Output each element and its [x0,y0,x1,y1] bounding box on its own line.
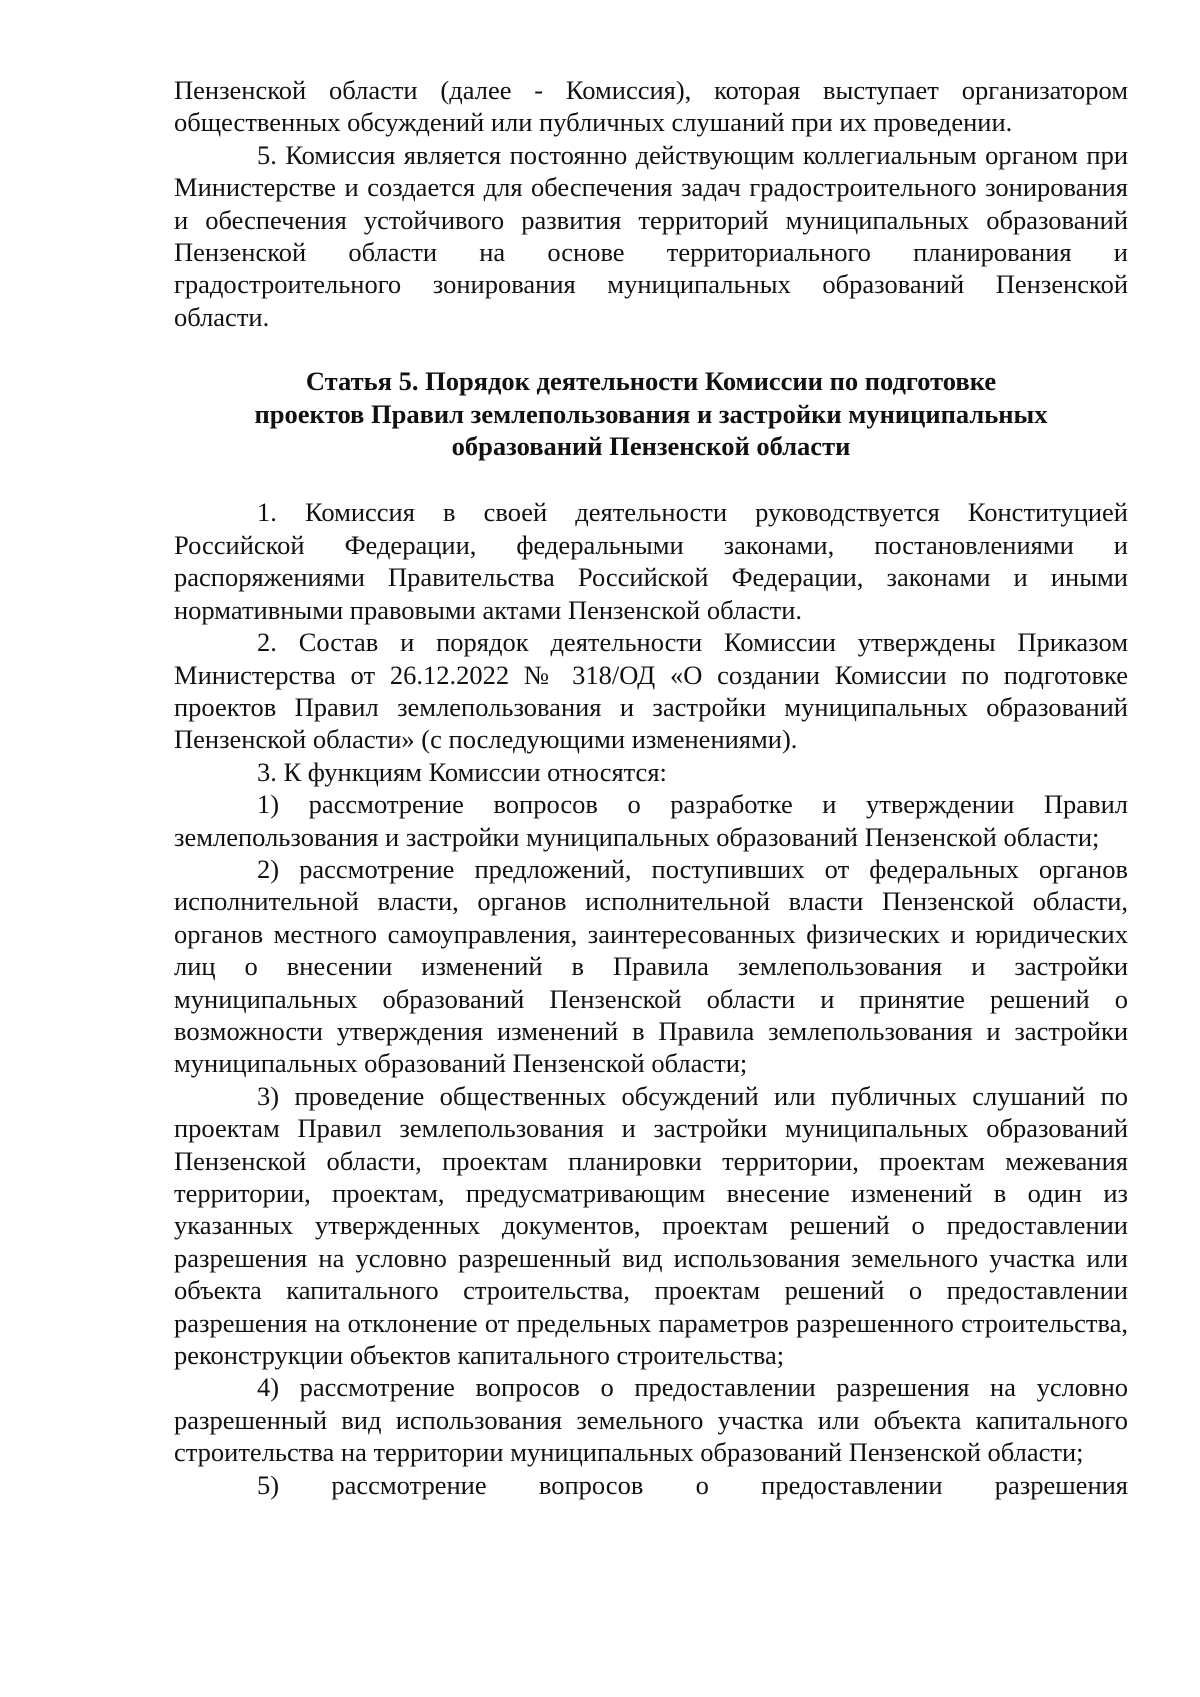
function-item-2: 2) рассмотрение предложений, поступивших от федеральных органов исполнительной власти, органов исполнительной власти Пензенской области, органов местного самоуправления, заинтересованных физических и юридических лиц о внесении изменений в Правила землепользования и застройки муниципальных образований Пензенской области и принятие решений о возможности утверждения изменений в Правила землепользования и застройки муниципальных образований Пензенской области; [174,853,1128,1079]
article-heading [174,365,1128,462]
article-heading-line-2: проектов Правил землепользования и застройки муниципальных [254,398,1048,429]
clause-5-paragraph: 5. Комиссия является постоянно действующим коллегиальным органом при Министерстве и создается для обеспечения задач градостроительного зонирования и обеспечения устойчивого развития территорий муниципальных образований Пензенской области на основе территориального планирования и градостроительного зонирования муниципальных образований Пензенской области. [174,139,1128,332]
article-heading-line-1: Статья 5. Порядок деятельности Комиссии по подготовке [305,366,997,397]
function-item-3: 3) проведение общественных обсуждений или публичных слушаний по проектам Правил землепользования и застройки муниципальных образований Пензенской области, проектам планировки территории, проектам межевания территории, проектам, предусматривающим внесение изменений в один из указанных утвержденных документов, проектам решений о предоставлении разрешения на условно разрешенный вид использования земельного участка или объекта капитального строительства, проектам решений о предоставлении разрешения на отклонение от предельных параметров разрешенного строительства, реконструкции объектов капитального строительства; [174,1080,1128,1371]
intro-continuation-paragraph: Пензенской области (далее - Комиссия), которая выступает организатором общественных обсуждений или публичных слушаний при их проведении. [174,75,1128,138]
function-item-4: 4) рассмотрение вопросов о предоставлении разрешения на условно разрешенный вид использования земельного участка или объекта капитального строительства на территории муниципальных образований Пензенской области; [174,1372,1128,1468]
function-item-5: 5) рассмотрение вопросов о предоставлении разрешения [257,1469,1128,1500]
function-item-1: 1) рассмотрение вопросов о разработке и утверждении Правил землепользования и застройки муниципальных образований Пензенской области; [174,789,1128,852]
paragraph-1: 1. Комиссия в своей деятельности руководствуется Конституцией Российской Федерации, федеральными законами, постановлениями и распоряжениями Правительства Российской Федерации, законами и иными нормативными правовыми актами Пензенской области. [174,497,1128,625]
article-heading-line-3: образований Пензенской области [451,431,851,462]
paragraph-2: 2. Состав и порядок деятельности Комиссии утверждены Приказом Министерства от 26.12.2022 № 318/ОД «О создании Комиссии по подготовке проектов Правил землепользования и застройки муниципальных образований Пензенской области» (с последующими изменениями). [174,627,1128,755]
document-page [174,74,1128,1501]
paragraph-3: 3. К функциям Комиссии относятся: [257,756,667,787]
